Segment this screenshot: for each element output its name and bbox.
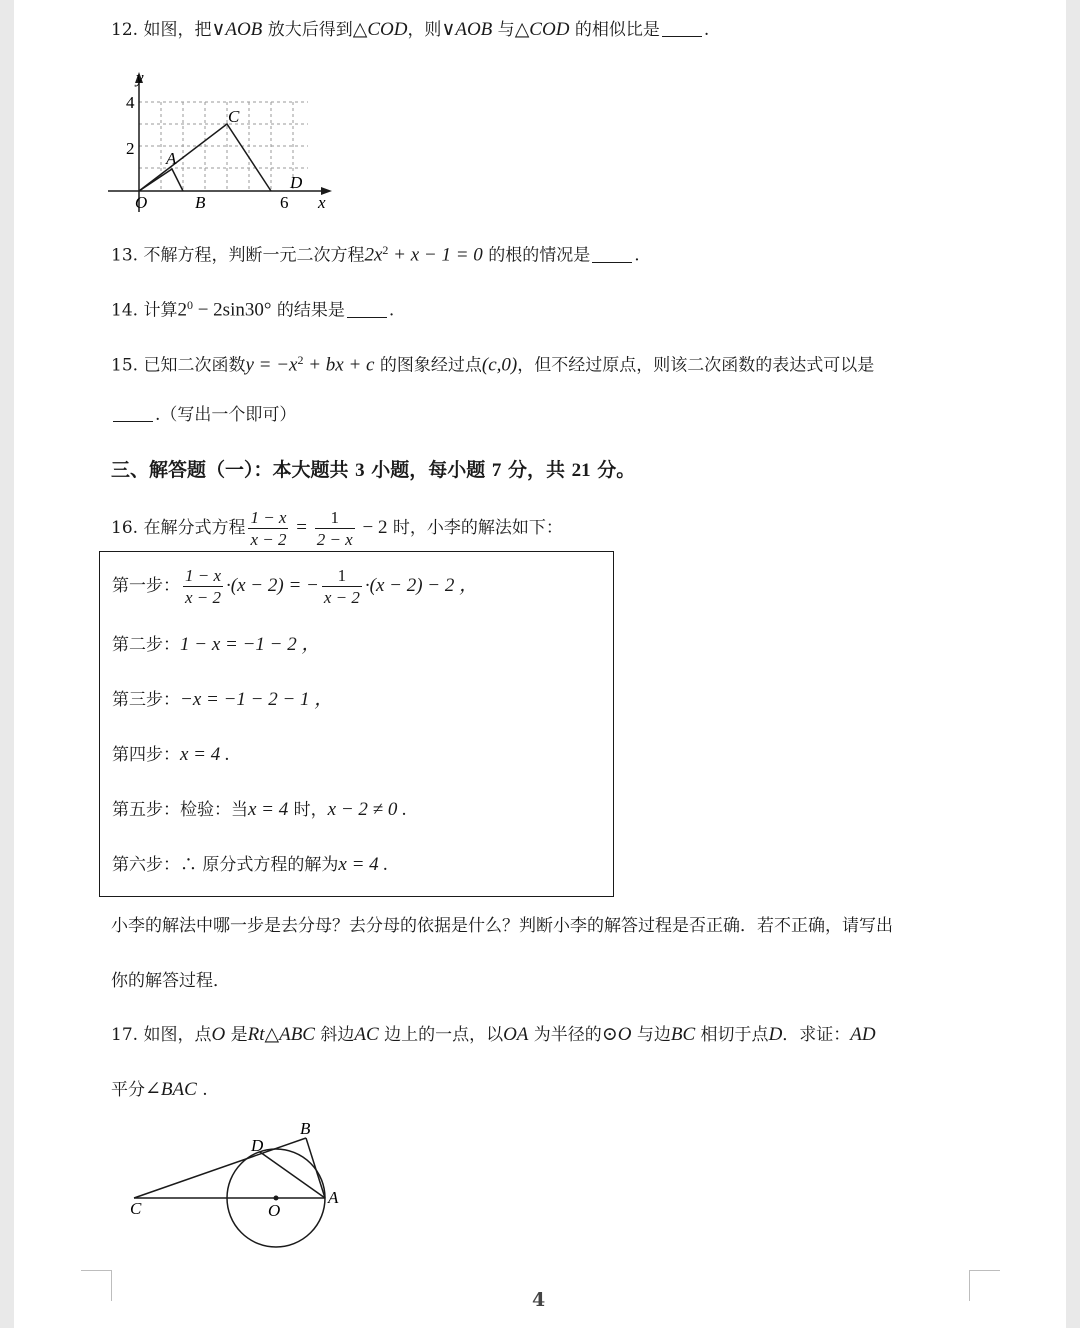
- q13-number: 13.: [111, 245, 144, 266]
- x-axis-label: x: [318, 193, 326, 212]
- q17-math: AD: [850, 1024, 876, 1045]
- q12-text: 的相似比是: [569, 20, 660, 40]
- q12-math: ∨AOB: [211, 19, 263, 40]
- point-label-o: O: [268, 1201, 281, 1220]
- section-heading-text: 分。: [590, 459, 636, 481]
- q15-point: (c,0): [481, 354, 518, 376]
- question-12: [111, 18, 709, 42]
- question-14: [111, 293, 394, 323]
- q13-exponent: 2: [382, 243, 389, 257]
- q16-tail: − 2: [357, 517, 388, 538]
- step-expression: 1 − x = −1 − 2 ，: [180, 634, 321, 655]
- point-label-c: C: [130, 1199, 142, 1218]
- q14-exponent: 0: [186, 298, 193, 312]
- fraction-numerator: 1: [330, 508, 339, 527]
- q16-text: 时，小李的解法如下：: [387, 518, 563, 538]
- q17-math: Rt△ABC: [247, 1024, 315, 1045]
- figure-lines: [134, 1138, 325, 1247]
- q15-text: .（写出一个即可）: [155, 405, 297, 425]
- step-expression: ·(x − 2) − 2 ，: [364, 575, 479, 596]
- answer-blank: [113, 421, 153, 422]
- q12-coordinate-figure: [100, 62, 340, 218]
- q12-number: 12.: [111, 20, 144, 40]
- step-expression: x − 2 ≠ 0 .: [327, 799, 407, 820]
- answer-blank: [347, 317, 387, 318]
- q17-text: 平分: [111, 1080, 145, 1100]
- step-1: [112, 566, 478, 607]
- q15-text: ，但不经过原点，则该二次函数的表达式可以是: [517, 355, 875, 376]
- point-label-a: A: [328, 1188, 339, 1207]
- step-4: [112, 743, 230, 767]
- q17-text: 是: [225, 1025, 248, 1045]
- q17-text: ．求证：: [782, 1025, 851, 1045]
- q13-text: 的根的情况是: [482, 245, 591, 266]
- q15-math: y = −x: [245, 354, 298, 376]
- q17-math: O: [211, 1024, 226, 1045]
- point-label-a: A: [166, 149, 177, 168]
- fraction: [183, 566, 223, 607]
- q15-math: + bx + c: [303, 354, 375, 376]
- fraction-denominator: x − 2: [250, 530, 287, 549]
- step-label: 第三步：: [112, 690, 180, 710]
- fraction: [315, 508, 355, 549]
- step-label: 第六步：∴ 原分式方程的解为: [112, 855, 339, 875]
- q12-text: 如图，把: [143, 20, 212, 40]
- q16-text: 在解分式方程: [143, 518, 246, 538]
- tick-label-y2: 2: [126, 139, 135, 158]
- equals-sign: =: [291, 517, 312, 538]
- y-axis-label: y: [136, 68, 144, 87]
- q12-text: ，则: [407, 20, 442, 40]
- fraction-denominator: 2 − x: [316, 530, 353, 549]
- q17-number: 17.: [111, 1025, 144, 1045]
- fraction-numerator: 1 − x: [250, 508, 287, 527]
- solution-steps-box: [99, 551, 614, 897]
- section-heading-text: 分，共: [501, 459, 572, 481]
- point-label-d: D: [251, 1136, 264, 1155]
- question-16-prompt: [111, 914, 893, 938]
- q12-end: .: [703, 20, 710, 40]
- q13-end: .: [634, 245, 640, 266]
- step-label: 第一步：: [112, 576, 180, 596]
- tick-label-y4: 4: [126, 93, 135, 112]
- point-label-b: B: [195, 193, 206, 212]
- q17-text: 斜边: [314, 1025, 355, 1045]
- fraction-numerator: 1 − x: [185, 566, 222, 585]
- fraction: [322, 566, 362, 607]
- q16-number: 16.: [111, 518, 144, 538]
- section-heading-text: 三、解答题（一）：本大题共: [111, 459, 356, 481]
- fraction-denominator: x − 2: [185, 588, 222, 607]
- q12-text: 与: [492, 20, 515, 40]
- section-heading: [111, 458, 635, 483]
- section-count: 3: [355, 460, 365, 481]
- q14-number: 14.: [111, 300, 144, 321]
- step-6: [112, 853, 388, 877]
- step-expression: x = 4: [248, 799, 289, 820]
- step-label: 第五步：检验：当: [112, 800, 248, 820]
- step-expression: x = 4 .: [180, 744, 230, 765]
- point-label-c: C: [228, 107, 240, 126]
- q13-math: 2x: [364, 244, 383, 266]
- q17-geometry-figure: [114, 1114, 364, 1254]
- question-17: [111, 1023, 876, 1047]
- answer-blank: [592, 262, 632, 263]
- segment-ba: [306, 1138, 325, 1198]
- q16-prompt-line-1: 小李的解法中哪一步是去分母？去分母的依据是什么？判断小李的解答过程是否正确．若不正确，请写出: [111, 916, 893, 936]
- step-expression: −x = −1 − 2 − 1 ，: [180, 689, 334, 710]
- q12-math: △COD: [514, 19, 570, 40]
- q17-text: 与边: [631, 1025, 671, 1045]
- q14-end: .: [388, 300, 395, 321]
- origin-label: O: [135, 193, 148, 212]
- fraction-denominator: x − 2: [323, 588, 360, 607]
- step-label: 第二步：: [112, 635, 180, 655]
- q17-text: 为半径的: [528, 1025, 602, 1045]
- point-label-b: B: [300, 1119, 311, 1138]
- tick-label-x6: 6: [280, 193, 289, 212]
- step-text: 时，: [288, 800, 328, 820]
- point-label-d: D: [290, 173, 303, 192]
- q17-math: D: [768, 1024, 783, 1045]
- answer-blank: [662, 36, 702, 37]
- q14-text: 计算: [143, 300, 178, 321]
- q16-prompt-line-2: 你的解答过程．: [111, 971, 230, 991]
- question-17-line-2: [111, 1078, 208, 1102]
- q17-text: 边上的一点，以: [378, 1025, 504, 1045]
- page-corner-mark: [81, 1270, 112, 1301]
- q17-math: BC: [670, 1024, 696, 1045]
- step-2: [112, 633, 320, 657]
- step-expression: x = 4 .: [338, 854, 389, 875]
- q14-math: − 2sin30°: [192, 299, 272, 321]
- q15-number: 15.: [111, 355, 144, 376]
- section-points: 7: [491, 460, 502, 481]
- q13-text: 不解方程，判断一元二次方程: [143, 245, 365, 266]
- q13-math: + x − 1 = 0: [388, 244, 483, 266]
- q14-text: 的结果是: [271, 300, 345, 321]
- grid-lines: [139, 102, 308, 191]
- q15-text: 已知二次函数: [143, 355, 246, 376]
- q14-math: 2: [177, 299, 187, 321]
- question-13: [111, 238, 640, 268]
- section-total: 21: [571, 460, 591, 481]
- segment-cb: [134, 1138, 306, 1198]
- q15-exponent: 2: [297, 353, 304, 367]
- section-heading-text: 小题，每小题: [364, 459, 492, 481]
- document-page: [14, 0, 1066, 1328]
- question-16: [111, 508, 563, 549]
- q12-text: 放大后得到: [262, 20, 353, 40]
- center-point: [274, 1196, 279, 1201]
- question-15: [111, 348, 874, 378]
- page-number: 4: [532, 1289, 546, 1311]
- fraction: [248, 508, 288, 549]
- q17-math: AC: [354, 1024, 379, 1045]
- q17-math: ∠BAC: [145, 1079, 197, 1100]
- q17-math: ⊙O: [601, 1024, 632, 1045]
- q17-text: 如图，点: [143, 1025, 212, 1045]
- q12-math: ∨AOB: [441, 19, 493, 40]
- step-label: 第四步：: [112, 745, 180, 765]
- segment-da: [260, 1152, 325, 1198]
- question-15-line-2: [111, 403, 296, 427]
- q17-math: OA: [503, 1024, 529, 1045]
- step-5: [112, 798, 407, 822]
- step-3: [112, 688, 333, 712]
- q17-text: 相切于点: [695, 1025, 769, 1045]
- fraction-numerator: 1: [337, 566, 347, 585]
- page-corner-mark: [969, 1270, 1000, 1301]
- q12-math: △COD: [352, 19, 408, 40]
- q17-end: .: [196, 1080, 208, 1100]
- q15-text: 的图象经过点: [374, 355, 482, 376]
- step-expression: ·(x − 2) = −: [226, 575, 319, 596]
- question-16-prompt-2: [111, 969, 230, 993]
